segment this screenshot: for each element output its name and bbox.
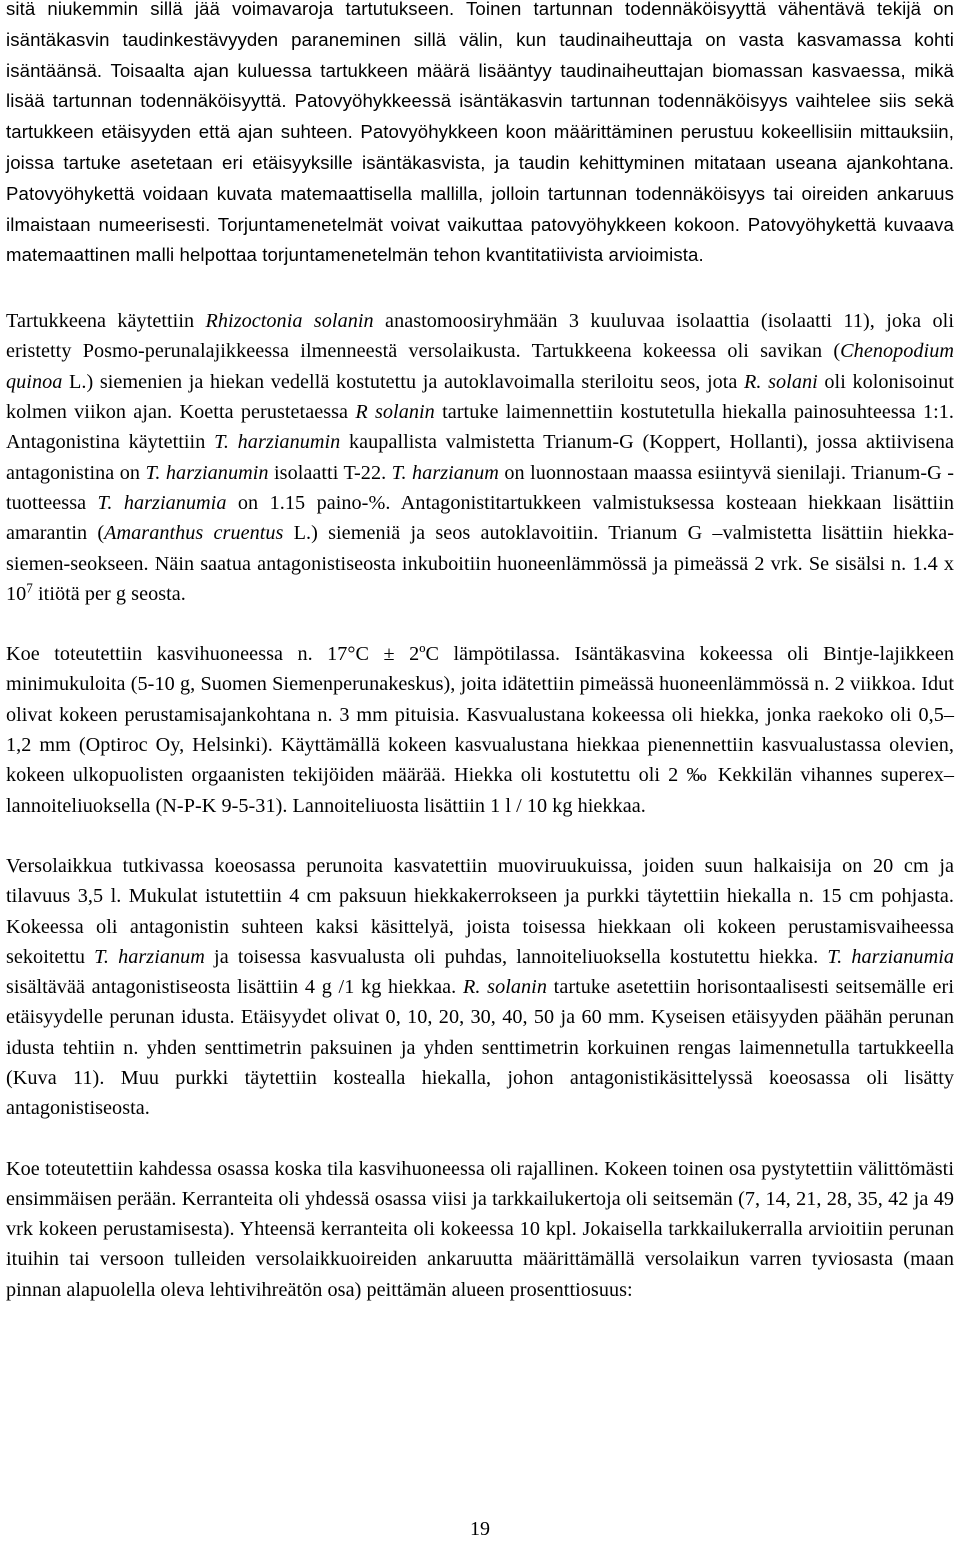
species-name: Amaranthus cruentus: [104, 522, 284, 545]
species-name: R. solani: [744, 370, 818, 393]
intro-paragraph: [6, 0, 954, 271]
pots-paragraph: [6, 851, 954, 1124]
species-name: T. harzianumia: [97, 491, 227, 514]
intro-text-part-2: Patovyöhykkeen koon määrittäminen perustuu kokeellisiin mittauksiin, joissa tartuke asetetaan eri etäisyyksille isäntäkasvista, ja taudin kehittyminen mitataan useana ajankohtana. Patovyöhykettä voidaan kuvata matemaattisella mallilla, jolloin tartunnan todennäköisyys tai oireiden ankaruus ilmaistaan numeerisesti. Torjuntamenetelmät voivat vaikuttaa patovyöhykkeen kokoon. Patovyöhykettä kuvaava matemaattinen malli helpottaa torjuntamenetelmän tehon kvantitatiivista arvioimista.: [6, 121, 954, 266]
species-name: T. harzianumin: [214, 431, 341, 454]
text-run: Tartukkeena käytettiin: [6, 310, 206, 333]
intro-text-part-1: sitä niukemmin sillä jää voimavaroja tartutukseen. Toinen tartunnan todennäköisyyttä vähentävä tekijä on isäntäkasvin taudinkestävyyden paraneminen sillä välin, kun taudinaiheuttaja on vasta kasvamassa kohti isäntäänsä. Toisaalta ajan kuluessa tartukkeen määrä lisääntyy taudinaiheuttajan biomassan kasvaessa, mikä lisää tartunnan todennäköisyyttä. Patovyöhykkeessä isäntäkasvin tartunnan todennäköisyys vaihtelee siis sekä tartukkeen etäisyyden että ajan suhteen.: [6, 0, 954, 143]
document-page: [6, 0, 954, 1305]
greenhouse-paragraph: Koe toteutettiin kasvihuoneessa n. 17°C ± 2ºC lämpötilassa. Isäntäkasvina kokeessa oli Bintje-lajikkeen minimukuloita (5-10 g, Suomen Siemenperunakeskus), joita idätettiin pimeässä huoneenlämmössä n. 2 viikkoa. Idut olivat kokeen perustamisajankohtana n. 3 mm pituisia. Kasvualustana kokeessa oli hiekka, jonka raekoko oli 0,5–1,2 mm (Optiroc Oy, Helsinki). Käyttämällä kokeen kasvualustana hiekkaa pienennettiin kasvualustassa olevien, kokeen ulkopuolisten orgaanisten tekijöiden määrää. Hiekka oli kostutettu oli 2 ‰ Kekkilän vihannes superex–lannoiteliuoksella (N-P-K 9-5-31). Lannoiteliuosta lisättiin 1 l / 10 kg hiekkaa.: [6, 643, 954, 817]
exponent: 7: [26, 580, 33, 596]
text-run: anastomoosiryhmään 3 kuuluvaa isolaattia (isolaatti 11), joka oli eristetty Posmo-perunalajikkeessa ilmenneestä versolaikusta. Tartukkeena kokeessa oli savikan (: [6, 310, 954, 363]
text-run: itiötä per g seosta.: [32, 582, 186, 605]
inoculum-paragraph: [6, 306, 954, 609]
text-run: sisältävää antagonistiseosta lisättiin 4 g /1 kg hiekkaa.: [6, 976, 463, 999]
text-run: ja toisessa kasvualusta oli puhdas, lannoiteliuoksella kostutettu hiekka.: [204, 945, 828, 968]
text-run: L.) siemeniä ja seos autoklavoitiin. Trianum G –valmistetta lisättiin hiekka-siemen-seokseen. Näin saatua antagonistiseosta inkuboitiin huoneenlämmössä ja pimeässä 2 vrk. Se sisälsi n. 1.4 x 10: [6, 522, 954, 605]
text-run: kaupallista valmistetta Trianum-G (Koppert, Hollanti), jossa aktiivisena antagonistina on: [6, 431, 954, 484]
species-name: T. harzianum: [94, 945, 205, 968]
text-run: Versolaikkua tutkivassa koeosassa perunoita kasvatettiin muoviruukuissa, joiden suun halkaisija on 20 cm ja tilavuus 3,5 l. Mukulat istutettiin 4 cm paksuun hiekkakerrokseen ja purkki täytettiin hiekalla n. 15 cm pohjasta. Kokeessa oli antagonistin suhteen kaksi käsittelyä, joista toisessa hiekkaan oli kokeen perustamisvaiheessa sekoitettu: [6, 854, 954, 968]
text-run: oli kolonisoinut kolmen viikon ajan. Koetta perustetaessa: [6, 370, 955, 424]
text-run: isolaatti T-22.: [268, 461, 392, 484]
text-run: on 1.15 paino-%. Antagonistitartukkeen valmistuksessa kosteaan hiekkaan lisättiin amarantin (: [6, 491, 955, 545]
species-name: Rhizoctonia solanin: [205, 310, 374, 333]
text-run: on luonnostaan maassa esiintyvä sienilaji. Trianum-G -tuotteessa: [6, 461, 954, 514]
species-name: T. harzianum: [391, 461, 499, 484]
species-name: R. solanin: [462, 976, 547, 999]
species-name: Chenopodium quinoa: [6, 340, 954, 393]
page-number: 19: [470, 1518, 490, 1540]
text-run: tartuke asetettiin horisontaalisesti seitsemälle eri etäisyydelle perunan idusta. Etäisyydet olivat 0, 10, 20, 30, 40, 50 ja 60 mm. Kyseisen etäisyyden päähän perunan idusta tehtiin n. yhden senttimetrin paksuinen ja yhden senttimetrin korkuinen rengas laimennetulla tartukkeella (Kuva 11). Muu purkki täytettiin kostealla hiekalla, johon antagonistikäsittelyssä koeosassa oli lisätty antagonistiseosta.: [6, 976, 954, 1120]
species-name: R solanin: [355, 401, 435, 424]
text-run: L.) siemenien ja hiekan vedellä kostutettu ja autoklavoimalla steriloitu seos, jota: [62, 370, 745, 393]
text-run: tartuke laimennettiin kostutetulla hiekalla painosuhteessa 1:1. Antagonistina käytettiin: [6, 401, 955, 454]
species-name: T. harzianumin: [145, 461, 269, 484]
species-name: T. harzianumia: [827, 945, 955, 968]
assessment-paragraph: Koe toteutettiin kahdessa osassa koska tila kasvihuoneessa oli rajallinen. Kokeen toinen osa pystytettiin välittömästi ensimmäisen perään. Kerranteita oli yhdessä osassa viisi ja tarkkailukertoja oli seitsemän (7, 14, 21, 28, 35, 42 ja 49 vrk kokeen perustamisesta). Yhteensä kerranteita oli kokeessa 10 kpl. Jokaisella tarkkailukerralla arvioitiin perunan ituihin tai versoon tulleiden versolaikkuoireiden ankaruutta määrittämällä versolaikun varren tyviosasta (maan pinnan alapuolella oleva lehtivihreätön osa) peittämän alueen prosenttiosuus:: [6, 1157, 954, 1301]
